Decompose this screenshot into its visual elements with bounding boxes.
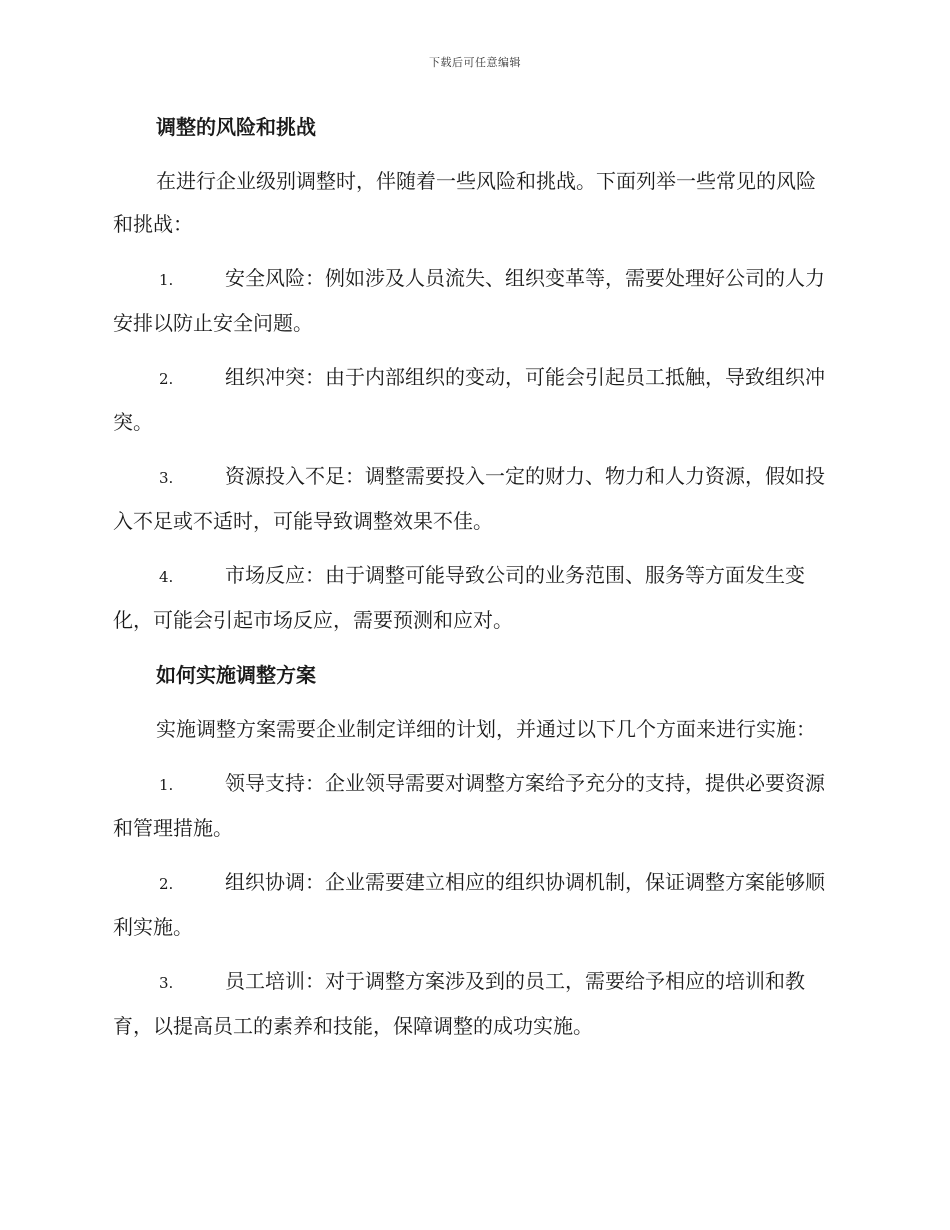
list-item <box>113 554 833 642</box>
list-item-text: 组织冲突：由于内部组织的变动，可能会引起员工抵触，导致组织冲突。 <box>113 365 825 434</box>
section-heading-implementation: 如何实施调整方案 <box>156 663 316 687</box>
list-item-number: 2. <box>159 370 174 388</box>
list-item-text: 员工培训：对于调整方案涉及到的员工，需要给予相应的培训和教育，以提高员工的素养和技能，保障调整的成功实施。 <box>113 969 805 1038</box>
list-item-number: 3. <box>159 974 174 992</box>
document-body <box>113 112 833 1048</box>
list-item-number: 3. <box>159 469 174 487</box>
list-item-number: 4. <box>159 568 174 586</box>
list-item-number: 1. <box>159 271 174 289</box>
list-item-number: 1. <box>159 776 174 794</box>
section-intro-implementation: 实施调整方案需要企业制定详细的计划，并通过以下几个方面来进行实施： <box>156 717 816 741</box>
header-note: 下载后可任意编辑 <box>429 56 521 69</box>
list-item-number: 2. <box>159 875 174 893</box>
list-item <box>113 861 833 949</box>
list-item-text: 领导支持：企业领导需要对调整方案给予充分的支持，提供必要资源和管理措施。 <box>113 771 825 840</box>
list-item <box>113 762 833 850</box>
list-item-text: 资源投入不足：调整需要投入一定的财力、物力和人力资源，假如投入不足或不适时，可能导致调整效果不佳。 <box>113 464 825 533</box>
list-item-text: 安全风险：例如涉及人员流失、组织变革等，需要处理好公司的人力安排以防止安全问题。 <box>113 266 825 335</box>
section-heading-risks: 调整的风险和挑战 <box>156 115 316 139</box>
list-item-text: 组织协调：企业需要建立相应的组织协调机制，保证调整方案能够顺利实施。 <box>113 870 825 939</box>
list-item <box>113 356 833 444</box>
list-item <box>113 257 833 345</box>
section-intro-risks: 在进行企业级别调整时，伴随着一些风险和挑战。下面列举一些常见的风险和挑战： <box>113 169 816 236</box>
list-item <box>113 960 833 1048</box>
list-item-text: 市场反应：由于调整可能导致公司的业务范围、服务等方面发生变化，可能会引起市场反应，需要预测和应对。 <box>113 563 805 632</box>
list-item <box>113 455 833 543</box>
